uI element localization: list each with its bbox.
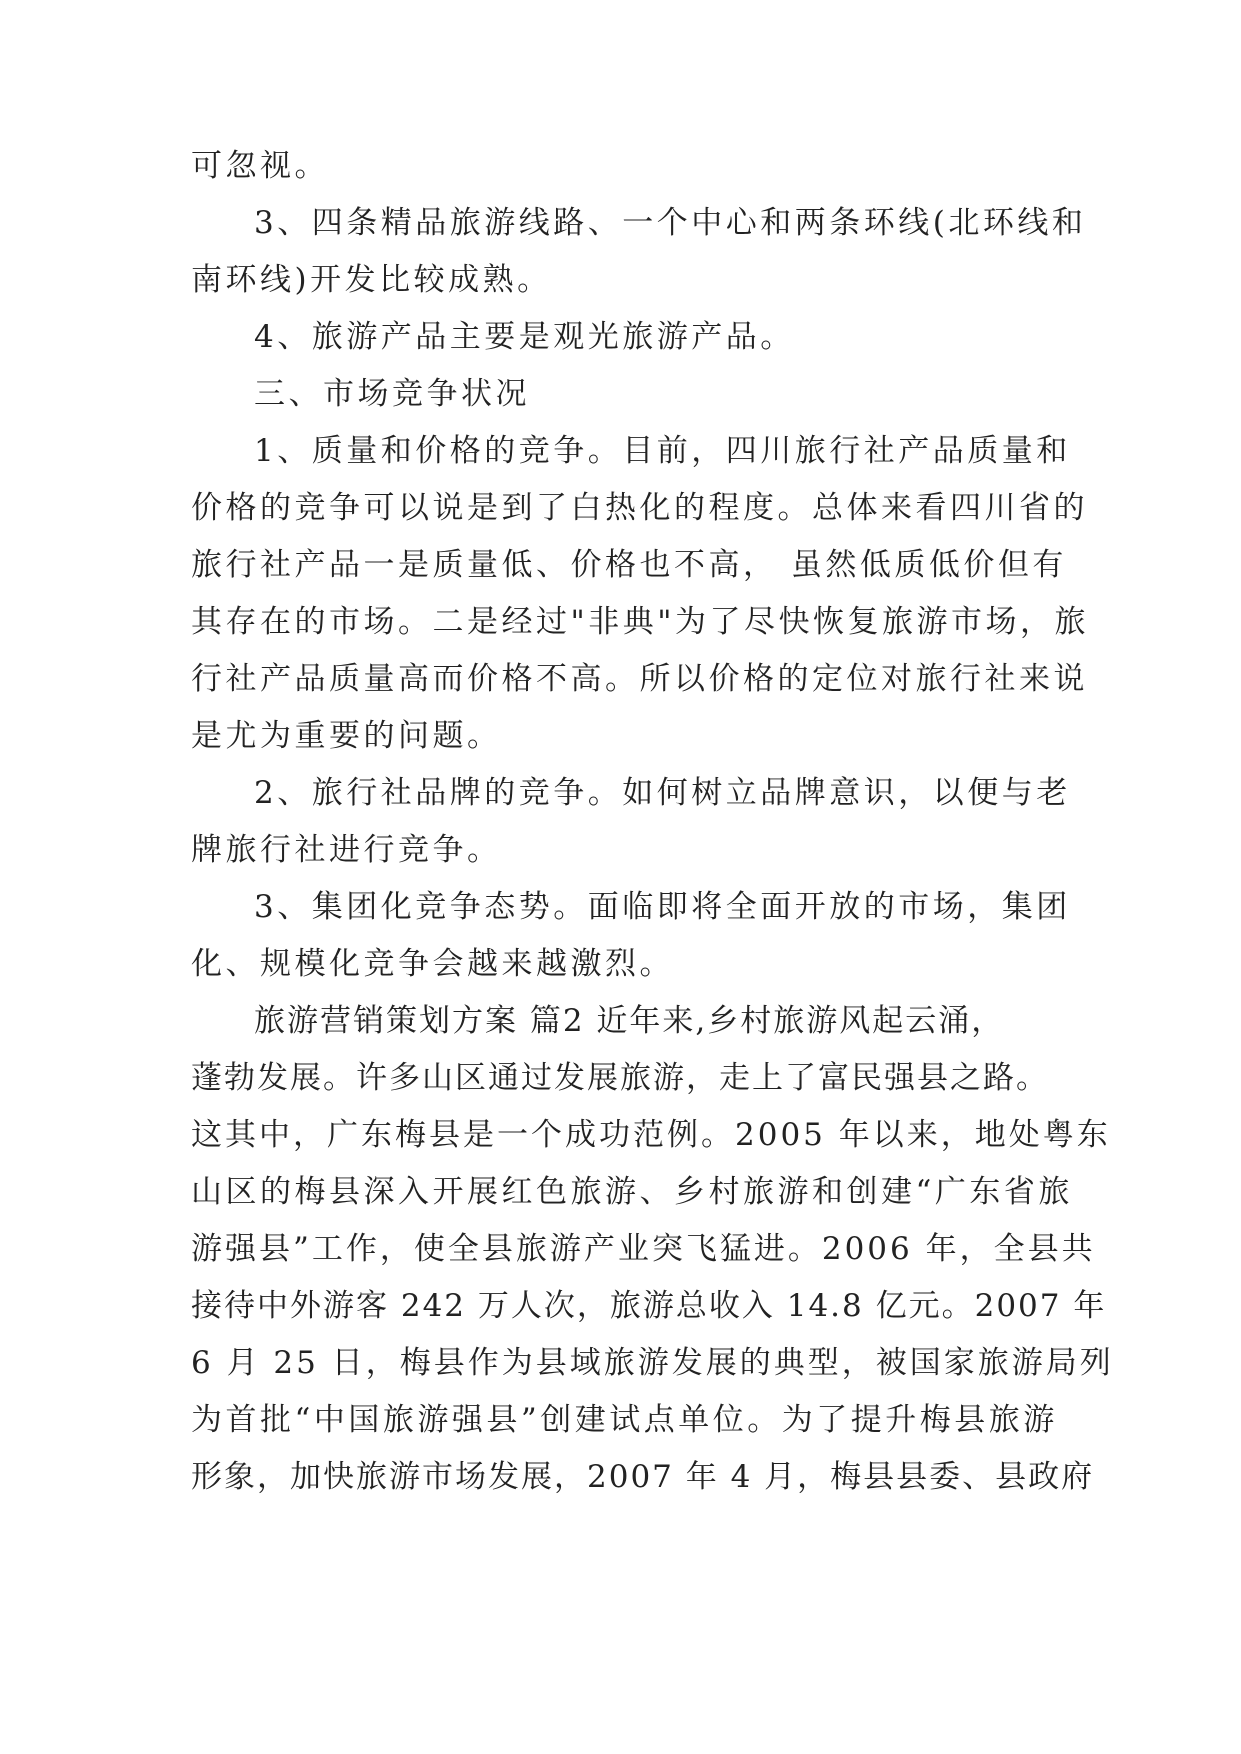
text-line: 其存在的市场。二是经过"非典"为了尽快恢复旅游市场，旅 <box>191 604 1090 640</box>
text-line: 形象，加快旅游市场发展，2007 年 4 月，梅县县委、县政府 <box>191 1459 1095 1495</box>
text-line: 4、旅游产品主要是观光旅游产品。 <box>254 319 795 355</box>
text-line: 2、旅行社品牌的竞争。如何树立品牌意识，以便与老 <box>254 775 1071 811</box>
article-heading-line: 旅游营销策划方案 篇2 近年来,乡村旅游风起云涌， <box>254 1003 1005 1039</box>
text-line: 蓬勃发展。许多山区通过发展旅游，走上了富民强县之路。 <box>191 1060 1049 1096</box>
text-line: 南环线)开发比较成熟。 <box>191 262 552 298</box>
text-line: 为首批“中国旅游强县”创建试点单位。为了提升梅县旅游 <box>191 1402 1058 1438</box>
text-line: 山区的梅县深入开展红色旅游、乡村旅游和创建“广东省旅 <box>191 1174 1073 1210</box>
text-line: 价格的竞争可以说是到了白热化的程度。总体来看四川省的 <box>191 490 1088 526</box>
text-line: 可忽视。 <box>191 148 329 184</box>
text-line: 化、规模化竞争会越来越激烈。 <box>191 946 674 982</box>
text-line: 6 月 25 日，梅县作为县域旅游发展的典型，被国家旅游局列 <box>191 1345 1114 1381</box>
text-line: 接待中外游客 242 万人次，旅游总收入 14.8 亿元。2007 年 <box>191 1288 1107 1324</box>
text-line: 旅行社产品一是质量低、价格也不高， 虽然低质低价但有 <box>191 547 1067 583</box>
text-line: 牌旅行社进行竞争。 <box>191 832 502 868</box>
text-line: 1、质量和价格的竞争。目前，四川旅行社产品质量和 <box>254 433 1071 469</box>
text-line: 3、四条精品旅游线路、一个中心和两条环线(北环线和 <box>254 205 1087 241</box>
text-line: 这其中，广东梅县是一个成功范例。2005 年以来，地处粤东 <box>191 1117 1111 1153</box>
text-line: 是尤为重要的问题。 <box>191 718 502 754</box>
section-heading: 三、市场竞争状况 <box>254 376 530 412</box>
text-line: 3、集团化竞争态势。面临即将全面开放的市场，集团 <box>254 889 1071 925</box>
text-line: 游强县”工作，使全县旅游产业突飞猛进。2006 年，全县共 <box>191 1231 1096 1267</box>
text-line: 行社产品质量高而价格不高。所以价格的定位对旅行社来说 <box>191 661 1088 697</box>
